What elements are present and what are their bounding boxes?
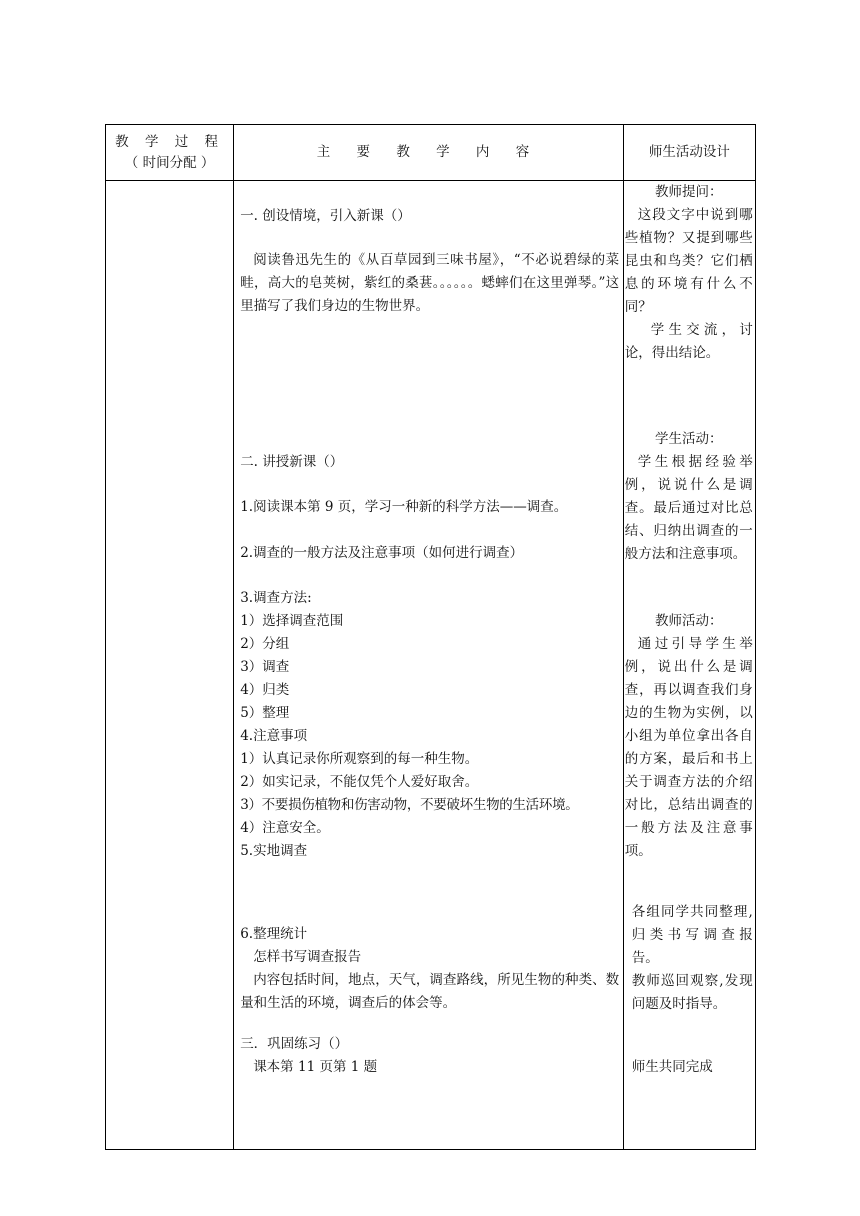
teacher-ask-title: 教师提问： — [655, 184, 723, 200]
item1-text: 1.阅读课本第 9 页，学习一种新的科学方法——调查。 — [240, 499, 568, 515]
header-main-content-label: 主 要 教 学 内 容 — [316, 144, 541, 160]
teacher-activity-title: 教师活动： — [655, 613, 723, 629]
teacher-ask-text: 这段文字中说到哪些植物？又提到哪些昆虫和鸟类？它们栖息的环境有什么不同？ — [624, 207, 753, 315]
table-body-row — [106, 181, 756, 1150]
item4-text: 4.注意事项 — [240, 728, 308, 744]
activity-design-cell — [623, 181, 755, 1150]
section3-text: 课本第 11 页第 1 题 — [253, 1059, 378, 1075]
header-activity-design — [623, 125, 755, 181]
table-header-row — [106, 125, 756, 181]
section1-title: 一. 创设情境，引入新课（） — [240, 208, 411, 224]
teacher-guide-text: 教师巡回观察,发现问题及时指导。 — [631, 973, 753, 1012]
method-item: 3）调查 — [240, 659, 290, 675]
header-main-content — [234, 125, 624, 181]
item2-text: 2.调查的一般方法及注意事项（如何进行调查） — [240, 545, 524, 561]
note-item: 2）如实记录，不能仅凭个人爱好取舍。 — [240, 774, 479, 790]
item6-description: 内容包括时间，地点，天气，调查路线，所见生物的种类、数量和生活的环境，调查后的体会等。 — [240, 972, 620, 1011]
header-activity-design-label: 师生活动设计 — [648, 144, 730, 160]
student-activity-text: 学生根据经验举例，说说什么是调查。最后通过对比总结、归纳出调查的一般方法和注意事项。 — [624, 454, 753, 562]
section2-title: 二. 讲授新课（） — [240, 454, 344, 470]
complete-together-text: 师生共同完成 — [631, 1059, 713, 1075]
item6-subtitle: 怎样书写调查报告 — [253, 949, 362, 965]
group-work-text: 各组同学共同整理,归类书写调查报告。 — [631, 904, 753, 966]
method-item: 4）归类 — [240, 682, 290, 698]
method-item: 5）整理 — [240, 705, 290, 721]
main-content-cell — [234, 181, 624, 1150]
header-time-allocation-label: （ 时间分配 ） — [124, 154, 215, 171]
item6-text: 6.整理统计 — [240, 926, 308, 942]
header-process-time — [106, 125, 234, 181]
item3-text: 3.调查方法: — [240, 590, 312, 606]
lesson-plan-table — [105, 124, 756, 1150]
item5-text: 5.实地调查 — [240, 843, 308, 859]
method-item: 1）选择调查范围 — [240, 613, 344, 629]
note-item: 4）注意安全。 — [240, 820, 330, 836]
note-item: 1）认真记录你所观察到的每一种生物。 — [240, 751, 479, 767]
section1-text: 阅读鲁迅先生的《从百草园到三味书屋》，“不必说碧绿的菜畦，高大的皂荚树，紫红的桑葚。。。。。。蟋蟀们在这里弹琴。”这里描写了我们身边的生物世界。 — [240, 252, 620, 314]
student-discuss-text: 学生交流，讨论，得出结论。 — [624, 322, 753, 361]
teacher-activity-text: 通过引导学生举例，说出什么是调查，再以调查我们身边的生物为实例，以小组为单位拿出各自的方案，最后和书上关于调查方法的介绍对比，总结出调查的一般方法及注意事项。 — [624, 636, 753, 859]
time-column-cell — [106, 181, 234, 1150]
section3-title: 三．巩固练习（） — [240, 1036, 349, 1052]
method-item: 2）分组 — [240, 636, 290, 652]
header-process-label: 教 学 过 程 — [115, 133, 225, 150]
student-activity-title: 学生活动： — [655, 431, 723, 447]
note-item: 3）不要损伤植物和伤害动物，不要破坏生物的生活环境。 — [240, 797, 579, 813]
